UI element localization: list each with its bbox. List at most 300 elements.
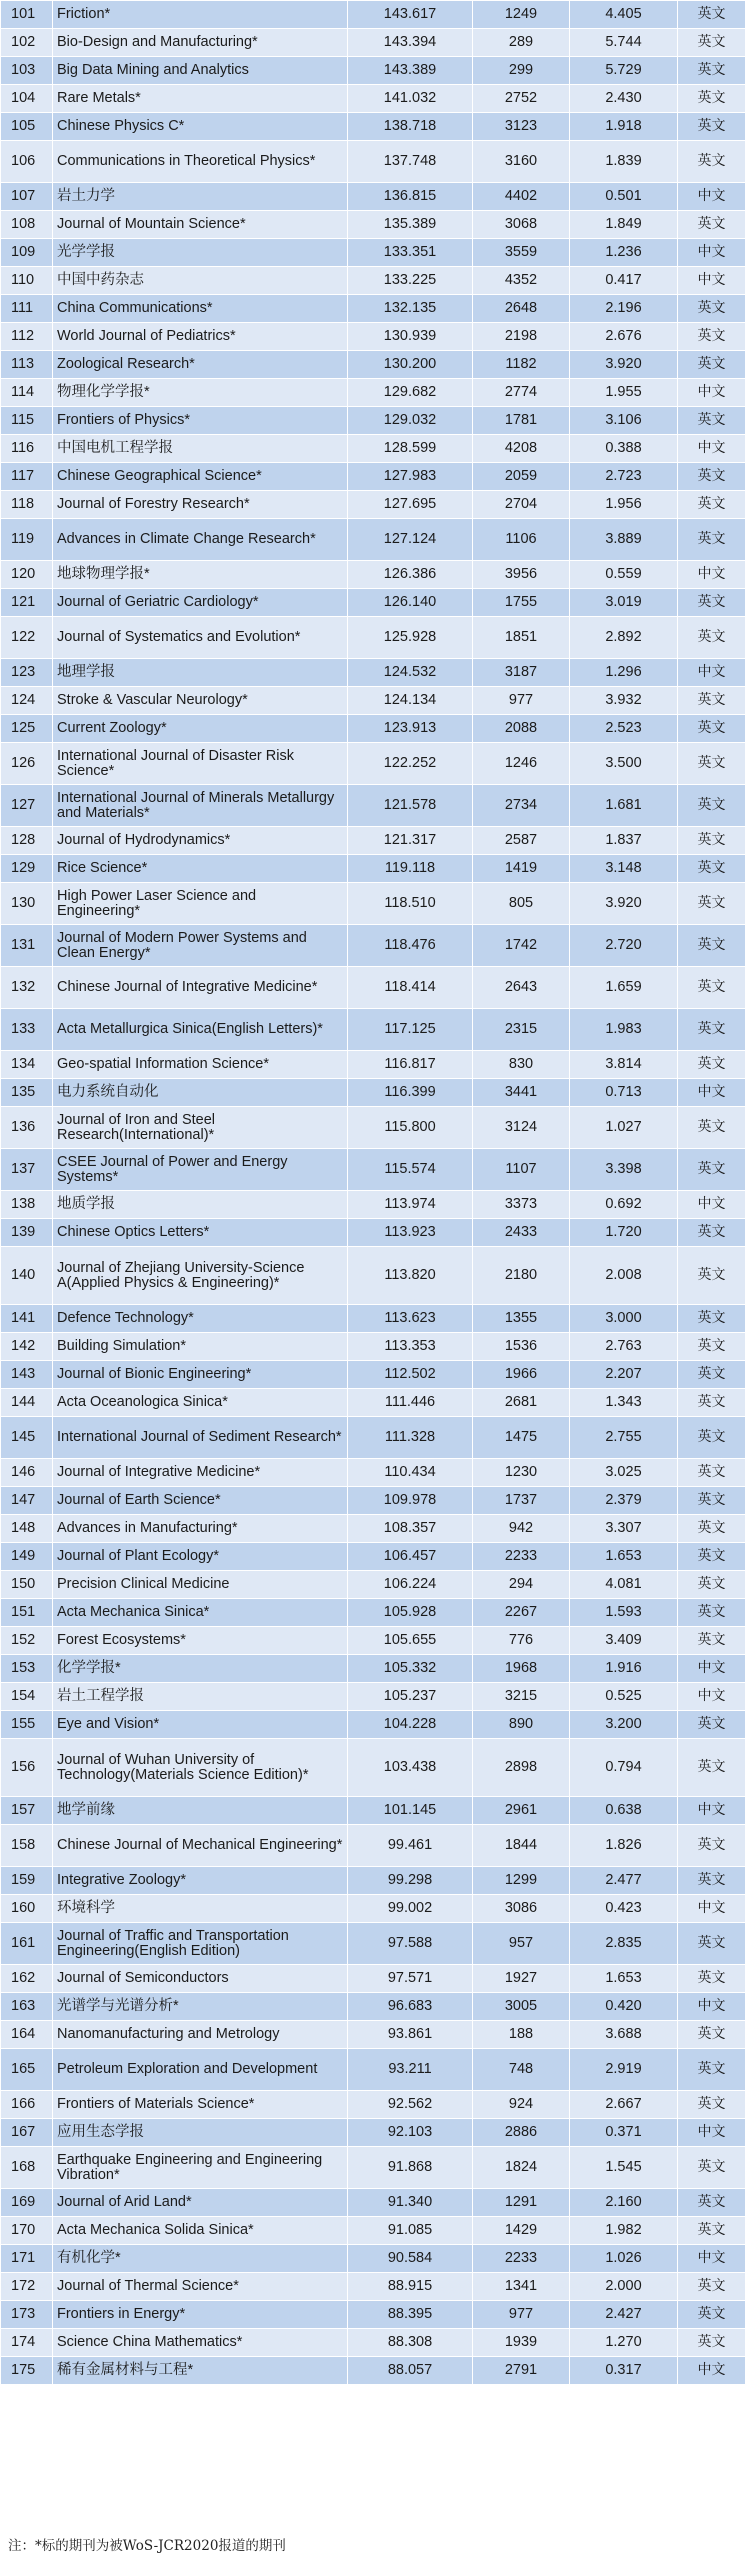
journal-name-cell: Journal of Forestry Research* bbox=[53, 491, 348, 519]
value-3-cell: 3.500 bbox=[570, 743, 678, 785]
journal-name-cell: Nanomanufacturing and Metrology bbox=[53, 2021, 348, 2049]
journal-name-cell: Advances in Climate Change Research* bbox=[53, 519, 348, 561]
rank-cell: 160 bbox=[1, 1895, 53, 1923]
value-3-cell: 2.720 bbox=[570, 925, 678, 967]
rank-cell: 167 bbox=[1, 2119, 53, 2147]
table-row bbox=[1, 435, 745, 463]
journal-name-cell: International Journal of Minerals Metallurgy and Materials* bbox=[53, 785, 348, 827]
rank-cell: 175 bbox=[1, 2357, 53, 2385]
journal-name-cell: 光学学报 bbox=[53, 239, 348, 267]
table-row bbox=[1, 267, 745, 295]
value-3-cell: 3.106 bbox=[570, 407, 678, 435]
language-cell: 英文 bbox=[678, 1923, 745, 1965]
value-2-cell: 1291 bbox=[473, 2189, 570, 2217]
journal-name-cell: Journal of Semiconductors bbox=[53, 1965, 348, 1993]
value-1-cell: 99.461 bbox=[348, 1825, 473, 1867]
table-row bbox=[1, 1571, 745, 1599]
language-cell: 中文 bbox=[678, 2357, 745, 2385]
rank-cell: 146 bbox=[1, 1459, 53, 1487]
table-row bbox=[1, 1149, 745, 1191]
value-2-cell: 2059 bbox=[473, 463, 570, 491]
rank-cell: 137 bbox=[1, 1149, 53, 1191]
value-3-cell: 2.160 bbox=[570, 2189, 678, 2217]
value-1-cell: 118.414 bbox=[348, 967, 473, 1009]
value-3-cell: 0.638 bbox=[570, 1797, 678, 1825]
journal-name-cell: Journal of Wuhan University of Technology(Materials Science Edition)* bbox=[53, 1739, 348, 1797]
journal-name-cell: China Communications* bbox=[53, 295, 348, 323]
value-3-cell: 1.659 bbox=[570, 967, 678, 1009]
journal-name-cell: Earthquake Engineering and Engineering Vibration* bbox=[53, 2147, 348, 2189]
value-1-cell: 99.298 bbox=[348, 1867, 473, 1895]
value-2-cell: 2774 bbox=[473, 379, 570, 407]
journal-name-cell: 地理学报 bbox=[53, 659, 348, 687]
language-cell: 英文 bbox=[678, 1, 745, 29]
value-2-cell: 924 bbox=[473, 2091, 570, 2119]
journal-name-cell: 应用生态学报 bbox=[53, 2119, 348, 2147]
rank-cell: 164 bbox=[1, 2021, 53, 2049]
value-2-cell: 1755 bbox=[473, 589, 570, 617]
value-3-cell: 3.409 bbox=[570, 1627, 678, 1655]
value-1-cell: 127.124 bbox=[348, 519, 473, 561]
value-3-cell: 1.956 bbox=[570, 491, 678, 519]
value-2-cell: 3215 bbox=[473, 1683, 570, 1711]
value-1-cell: 123.913 bbox=[348, 715, 473, 743]
value-2-cell: 1968 bbox=[473, 1655, 570, 1683]
language-cell: 英文 bbox=[678, 1867, 745, 1895]
value-3-cell: 0.692 bbox=[570, 1191, 678, 1219]
value-2-cell: 2198 bbox=[473, 323, 570, 351]
table-row bbox=[1, 2357, 745, 2385]
value-3-cell: 1.955 bbox=[570, 379, 678, 407]
value-2-cell: 1737 bbox=[473, 1487, 570, 1515]
value-1-cell: 130.200 bbox=[348, 351, 473, 379]
rank-cell: 157 bbox=[1, 1797, 53, 1825]
language-cell: 英文 bbox=[678, 1965, 745, 1993]
table-row bbox=[1, 617, 745, 659]
language-cell: 英文 bbox=[678, 2091, 745, 2119]
value-2-cell: 977 bbox=[473, 2301, 570, 2329]
rank-cell: 119 bbox=[1, 519, 53, 561]
table-row bbox=[1, 1389, 745, 1417]
value-2-cell: 1299 bbox=[473, 1867, 570, 1895]
value-3-cell: 1.849 bbox=[570, 211, 678, 239]
value-2-cell: 4402 bbox=[473, 183, 570, 211]
value-3-cell: 1.236 bbox=[570, 239, 678, 267]
value-1-cell: 136.815 bbox=[348, 183, 473, 211]
language-cell: 中文 bbox=[678, 1895, 745, 1923]
language-cell: 英文 bbox=[678, 351, 745, 379]
journal-name-cell: Chinese Geographical Science* bbox=[53, 463, 348, 491]
table-row bbox=[1, 2147, 745, 2189]
language-cell: 英文 bbox=[678, 491, 745, 519]
value-1-cell: 113.820 bbox=[348, 1247, 473, 1305]
value-3-cell: 0.317 bbox=[570, 2357, 678, 2385]
value-1-cell: 116.399 bbox=[348, 1079, 473, 1107]
journal-name-cell: 地质学报 bbox=[53, 1191, 348, 1219]
value-1-cell: 133.351 bbox=[348, 239, 473, 267]
rank-cell: 154 bbox=[1, 1683, 53, 1711]
journal-name-cell: Zoological Research* bbox=[53, 351, 348, 379]
journal-name-cell: Frontiers of Physics* bbox=[53, 407, 348, 435]
value-1-cell: 130.939 bbox=[348, 323, 473, 351]
value-3-cell: 2.379 bbox=[570, 1487, 678, 1515]
journal-name-cell: Geo-spatial Information Science* bbox=[53, 1051, 348, 1079]
value-2-cell: 1246 bbox=[473, 743, 570, 785]
rank-cell: 142 bbox=[1, 1333, 53, 1361]
rank-cell: 132 bbox=[1, 967, 53, 1009]
rank-cell: 174 bbox=[1, 2329, 53, 2357]
rank-cell: 138 bbox=[1, 1191, 53, 1219]
journal-name-cell: Frontiers of Materials Science* bbox=[53, 2091, 348, 2119]
table-row bbox=[1, 589, 745, 617]
value-3-cell: 5.744 bbox=[570, 29, 678, 57]
value-2-cell: 1107 bbox=[473, 1149, 570, 1191]
rank-cell: 170 bbox=[1, 2217, 53, 2245]
table-row bbox=[1, 1051, 745, 1079]
value-2-cell: 2233 bbox=[473, 2245, 570, 2273]
rank-cell: 118 bbox=[1, 491, 53, 519]
language-cell: 英文 bbox=[678, 295, 745, 323]
value-1-cell: 116.817 bbox=[348, 1051, 473, 1079]
language-cell: 中文 bbox=[678, 1079, 745, 1107]
journal-name-cell: Rare Metals* bbox=[53, 85, 348, 113]
value-2-cell: 2791 bbox=[473, 2357, 570, 2385]
value-1-cell: 129.032 bbox=[348, 407, 473, 435]
journal-name-cell: 中国中药杂志 bbox=[53, 267, 348, 295]
language-cell: 英文 bbox=[678, 1333, 745, 1361]
value-3-cell: 3.200 bbox=[570, 1711, 678, 1739]
table-row bbox=[1, 1599, 745, 1627]
value-1-cell: 137.748 bbox=[348, 141, 473, 183]
value-3-cell: 2.763 bbox=[570, 1333, 678, 1361]
language-cell: 英文 bbox=[678, 2217, 745, 2245]
value-3-cell: 2.835 bbox=[570, 1923, 678, 1965]
value-2-cell: 299 bbox=[473, 57, 570, 85]
journal-name-cell: Forest Ecosystems* bbox=[53, 1627, 348, 1655]
language-cell: 英文 bbox=[678, 855, 745, 883]
table-row bbox=[1, 827, 745, 855]
value-3-cell: 0.525 bbox=[570, 1683, 678, 1711]
value-1-cell: 125.928 bbox=[348, 617, 473, 659]
journal-name-cell: Precision Clinical Medicine bbox=[53, 1571, 348, 1599]
value-2-cell: 1844 bbox=[473, 1825, 570, 1867]
journal-name-cell: Stroke & Vascular Neurology* bbox=[53, 687, 348, 715]
value-1-cell: 91.340 bbox=[348, 2189, 473, 2217]
value-1-cell: 92.103 bbox=[348, 2119, 473, 2147]
value-3-cell: 3.148 bbox=[570, 855, 678, 883]
value-1-cell: 133.225 bbox=[348, 267, 473, 295]
value-1-cell: 121.578 bbox=[348, 785, 473, 827]
rank-cell: 126 bbox=[1, 743, 53, 785]
journal-name-cell: 地球物理学报* bbox=[53, 561, 348, 589]
table-row bbox=[1, 2245, 745, 2273]
value-1-cell: 93.861 bbox=[348, 2021, 473, 2049]
table-row bbox=[1, 1739, 745, 1797]
journal-name-cell: Acta Mechanica Sinica* bbox=[53, 1599, 348, 1627]
rank-cell: 141 bbox=[1, 1305, 53, 1333]
journal-name-cell: Journal of Integrative Medicine* bbox=[53, 1459, 348, 1487]
table-row bbox=[1, 2049, 745, 2091]
journal-name-cell: Advances in Manufacturing* bbox=[53, 1515, 348, 1543]
language-cell: 英文 bbox=[678, 827, 745, 855]
language-cell: 英文 bbox=[678, 1739, 745, 1797]
table-row bbox=[1, 2189, 745, 2217]
language-cell: 英文 bbox=[678, 2021, 745, 2049]
value-2-cell: 4208 bbox=[473, 435, 570, 463]
language-cell: 中文 bbox=[678, 1797, 745, 1825]
value-1-cell: 92.562 bbox=[348, 2091, 473, 2119]
table-row bbox=[1, 323, 745, 351]
value-2-cell: 188 bbox=[473, 2021, 570, 2049]
value-3-cell: 1.839 bbox=[570, 141, 678, 183]
table-row bbox=[1, 659, 745, 687]
value-1-cell: 103.438 bbox=[348, 1739, 473, 1797]
value-3-cell: 4.081 bbox=[570, 1571, 678, 1599]
rank-cell: 117 bbox=[1, 463, 53, 491]
table-row bbox=[1, 1923, 745, 1965]
table-row bbox=[1, 785, 745, 827]
table-row bbox=[1, 29, 745, 57]
value-1-cell: 88.395 bbox=[348, 2301, 473, 2329]
table-row bbox=[1, 925, 745, 967]
value-3-cell: 0.417 bbox=[570, 267, 678, 295]
language-cell: 英文 bbox=[678, 211, 745, 239]
language-cell: 英文 bbox=[678, 407, 745, 435]
journal-name-cell: Building Simulation* bbox=[53, 1333, 348, 1361]
table-row bbox=[1, 1895, 745, 1923]
value-3-cell: 3.307 bbox=[570, 1515, 678, 1543]
rank-cell: 140 bbox=[1, 1247, 53, 1305]
rank-cell: 162 bbox=[1, 1965, 53, 1993]
value-3-cell: 3.932 bbox=[570, 687, 678, 715]
language-cell: 英文 bbox=[678, 141, 745, 183]
value-1-cell: 143.394 bbox=[348, 29, 473, 57]
language-cell: 中文 bbox=[678, 2245, 745, 2273]
journal-name-cell: 物理化学学报* bbox=[53, 379, 348, 407]
journal-name-cell: Journal of Iron and Steel Research(International)* bbox=[53, 1107, 348, 1149]
value-3-cell: 1.653 bbox=[570, 1543, 678, 1571]
value-1-cell: 112.502 bbox=[348, 1361, 473, 1389]
value-3-cell: 3.025 bbox=[570, 1459, 678, 1487]
rank-cell: 168 bbox=[1, 2147, 53, 2189]
value-2-cell: 2315 bbox=[473, 1009, 570, 1051]
table-row bbox=[1, 295, 745, 323]
value-1-cell: 105.655 bbox=[348, 1627, 473, 1655]
value-2-cell: 2433 bbox=[473, 1219, 570, 1247]
rank-cell: 148 bbox=[1, 1515, 53, 1543]
journal-name-cell: Petroleum Exploration and Development bbox=[53, 2049, 348, 2091]
language-cell: 中文 bbox=[678, 659, 745, 687]
value-1-cell: 101.145 bbox=[348, 1797, 473, 1825]
journal-name-cell: Journal of Modern Power Systems and Clean Energy* bbox=[53, 925, 348, 967]
language-cell: 英文 bbox=[678, 687, 745, 715]
table-row bbox=[1, 1, 745, 29]
journal-name-cell: 岩土力学 bbox=[53, 183, 348, 211]
table-row bbox=[1, 2119, 745, 2147]
value-1-cell: 118.476 bbox=[348, 925, 473, 967]
value-1-cell: 90.584 bbox=[348, 2245, 473, 2273]
table-row bbox=[1, 743, 745, 785]
language-cell: 英文 bbox=[678, 1417, 745, 1459]
value-1-cell: 115.800 bbox=[348, 1107, 473, 1149]
journal-name-cell: Acta Mechanica Solida Sinica* bbox=[53, 2217, 348, 2245]
journal-name-cell: Big Data Mining and Analytics bbox=[53, 57, 348, 85]
language-cell: 中文 bbox=[678, 1993, 745, 2021]
rank-cell: 122 bbox=[1, 617, 53, 659]
value-2-cell: 1966 bbox=[473, 1361, 570, 1389]
value-2-cell: 2898 bbox=[473, 1739, 570, 1797]
language-cell: 中文 bbox=[678, 183, 745, 211]
rank-cell: 173 bbox=[1, 2301, 53, 2329]
value-3-cell: 2.919 bbox=[570, 2049, 678, 2091]
journal-name-cell: 稀有金属材料与工程* bbox=[53, 2357, 348, 2385]
table-row bbox=[1, 1487, 745, 1515]
value-3-cell: 0.420 bbox=[570, 1993, 678, 2021]
rank-cell: 172 bbox=[1, 2273, 53, 2301]
journal-name-cell: Eye and Vision* bbox=[53, 1711, 348, 1739]
value-2-cell: 2180 bbox=[473, 1247, 570, 1305]
value-2-cell: 3956 bbox=[473, 561, 570, 589]
rank-cell: 106 bbox=[1, 141, 53, 183]
table-row bbox=[1, 1627, 745, 1655]
value-1-cell: 96.683 bbox=[348, 1993, 473, 2021]
journal-name-cell: Chinese Journal of Integrative Medicine* bbox=[53, 967, 348, 1009]
value-2-cell: 294 bbox=[473, 1571, 570, 1599]
value-1-cell: 143.617 bbox=[348, 1, 473, 29]
table-row bbox=[1, 2329, 745, 2357]
value-2-cell: 3123 bbox=[473, 113, 570, 141]
value-1-cell: 88.057 bbox=[348, 2357, 473, 2385]
table-row bbox=[1, 1459, 745, 1487]
value-2-cell: 1475 bbox=[473, 1417, 570, 1459]
value-1-cell: 105.332 bbox=[348, 1655, 473, 1683]
value-2-cell: 2587 bbox=[473, 827, 570, 855]
value-3-cell: 2.523 bbox=[570, 715, 678, 743]
language-cell: 英文 bbox=[678, 589, 745, 617]
journal-name-cell: Communications in Theoretical Physics* bbox=[53, 141, 348, 183]
table-row bbox=[1, 883, 745, 925]
journal-name-cell: Science China Mathematics* bbox=[53, 2329, 348, 2357]
value-3-cell: 1.296 bbox=[570, 659, 678, 687]
value-1-cell: 111.446 bbox=[348, 1389, 473, 1417]
table-row bbox=[1, 855, 745, 883]
journal-name-cell: 有机化学* bbox=[53, 2245, 348, 2273]
journal-name-cell: 化学学报* bbox=[53, 1655, 348, 1683]
value-1-cell: 141.032 bbox=[348, 85, 473, 113]
rank-cell: 110 bbox=[1, 267, 53, 295]
value-1-cell: 129.682 bbox=[348, 379, 473, 407]
value-1-cell: 106.224 bbox=[348, 1571, 473, 1599]
journal-name-cell: Friction* bbox=[53, 1, 348, 29]
language-cell: 英文 bbox=[678, 1219, 745, 1247]
language-cell: 英文 bbox=[678, 1487, 745, 1515]
language-cell: 中文 bbox=[678, 1191, 745, 1219]
value-3-cell: 3.814 bbox=[570, 1051, 678, 1079]
rank-cell: 153 bbox=[1, 1655, 53, 1683]
rank-cell: 104 bbox=[1, 85, 53, 113]
journal-name-cell: Chinese Optics Letters* bbox=[53, 1219, 348, 1247]
table-row bbox=[1, 2273, 745, 2301]
value-2-cell: 1781 bbox=[473, 407, 570, 435]
language-cell: 英文 bbox=[678, 967, 745, 1009]
language-cell: 英文 bbox=[678, 57, 745, 85]
table-row bbox=[1, 1191, 745, 1219]
table-row bbox=[1, 1079, 745, 1107]
rank-cell: 156 bbox=[1, 1739, 53, 1797]
table-row bbox=[1, 407, 745, 435]
value-1-cell: 113.623 bbox=[348, 1305, 473, 1333]
table-row bbox=[1, 491, 745, 519]
value-2-cell: 3160 bbox=[473, 141, 570, 183]
rank-cell: 116 bbox=[1, 435, 53, 463]
journal-name-cell: Integrative Zoology* bbox=[53, 1867, 348, 1895]
rank-cell: 166 bbox=[1, 2091, 53, 2119]
language-cell: 英文 bbox=[678, 519, 745, 561]
journal-name-cell: Journal of Zhejiang University-Science A(Applied Physics & Engineering)* bbox=[53, 1247, 348, 1305]
value-1-cell: 106.457 bbox=[348, 1543, 473, 1571]
value-1-cell: 110.434 bbox=[348, 1459, 473, 1487]
value-3-cell: 0.713 bbox=[570, 1079, 678, 1107]
journal-name-cell: Journal of Bionic Engineering* bbox=[53, 1361, 348, 1389]
footnote: 注：*标的期刊为被WoS-JCR2020报道的期刊 bbox=[0, 2533, 745, 2560]
value-1-cell: 127.695 bbox=[348, 491, 473, 519]
value-2-cell: 1536 bbox=[473, 1333, 570, 1361]
language-cell: 英文 bbox=[678, 1571, 745, 1599]
value-2-cell: 1355 bbox=[473, 1305, 570, 1333]
value-2-cell: 805 bbox=[473, 883, 570, 925]
value-1-cell: 104.228 bbox=[348, 1711, 473, 1739]
value-1-cell: 124.532 bbox=[348, 659, 473, 687]
value-1-cell: 135.389 bbox=[348, 211, 473, 239]
table-row bbox=[1, 1305, 745, 1333]
rank-cell: 150 bbox=[1, 1571, 53, 1599]
value-1-cell: 113.974 bbox=[348, 1191, 473, 1219]
value-1-cell: 108.357 bbox=[348, 1515, 473, 1543]
language-cell: 英文 bbox=[678, 1825, 745, 1867]
table-row bbox=[1, 561, 745, 589]
value-1-cell: 124.134 bbox=[348, 687, 473, 715]
language-cell: 英文 bbox=[678, 463, 745, 491]
value-1-cell: 97.588 bbox=[348, 1923, 473, 1965]
journal-name-cell: Journal of Systematics and Evolution* bbox=[53, 617, 348, 659]
rank-cell: 145 bbox=[1, 1417, 53, 1459]
table-row bbox=[1, 1867, 745, 1895]
language-cell: 英文 bbox=[678, 113, 745, 141]
journal-name-cell: International Journal of Sediment Research* bbox=[53, 1417, 348, 1459]
value-2-cell: 2961 bbox=[473, 1797, 570, 1825]
value-3-cell: 3.920 bbox=[570, 351, 678, 379]
rank-cell: 134 bbox=[1, 1051, 53, 1079]
language-cell: 英文 bbox=[678, 1107, 745, 1149]
language-cell: 英文 bbox=[678, 1599, 745, 1627]
rank-cell: 133 bbox=[1, 1009, 53, 1051]
journal-name-cell: 岩土工程学报 bbox=[53, 1683, 348, 1711]
value-2-cell: 3124 bbox=[473, 1107, 570, 1149]
rank-cell: 143 bbox=[1, 1361, 53, 1389]
value-3-cell: 1.837 bbox=[570, 827, 678, 855]
journal-name-cell: International Journal of Disaster Risk Science* bbox=[53, 743, 348, 785]
language-cell: 英文 bbox=[678, 1543, 745, 1571]
value-1-cell: 113.353 bbox=[348, 1333, 473, 1361]
language-cell: 中文 bbox=[678, 1683, 745, 1711]
language-cell: 英文 bbox=[678, 2049, 745, 2091]
rank-cell: 171 bbox=[1, 2245, 53, 2273]
language-cell: 英文 bbox=[678, 85, 745, 113]
value-3-cell: 2.000 bbox=[570, 2273, 678, 2301]
value-1-cell: 143.389 bbox=[348, 57, 473, 85]
table-row bbox=[1, 519, 745, 561]
rank-cell: 124 bbox=[1, 687, 53, 715]
